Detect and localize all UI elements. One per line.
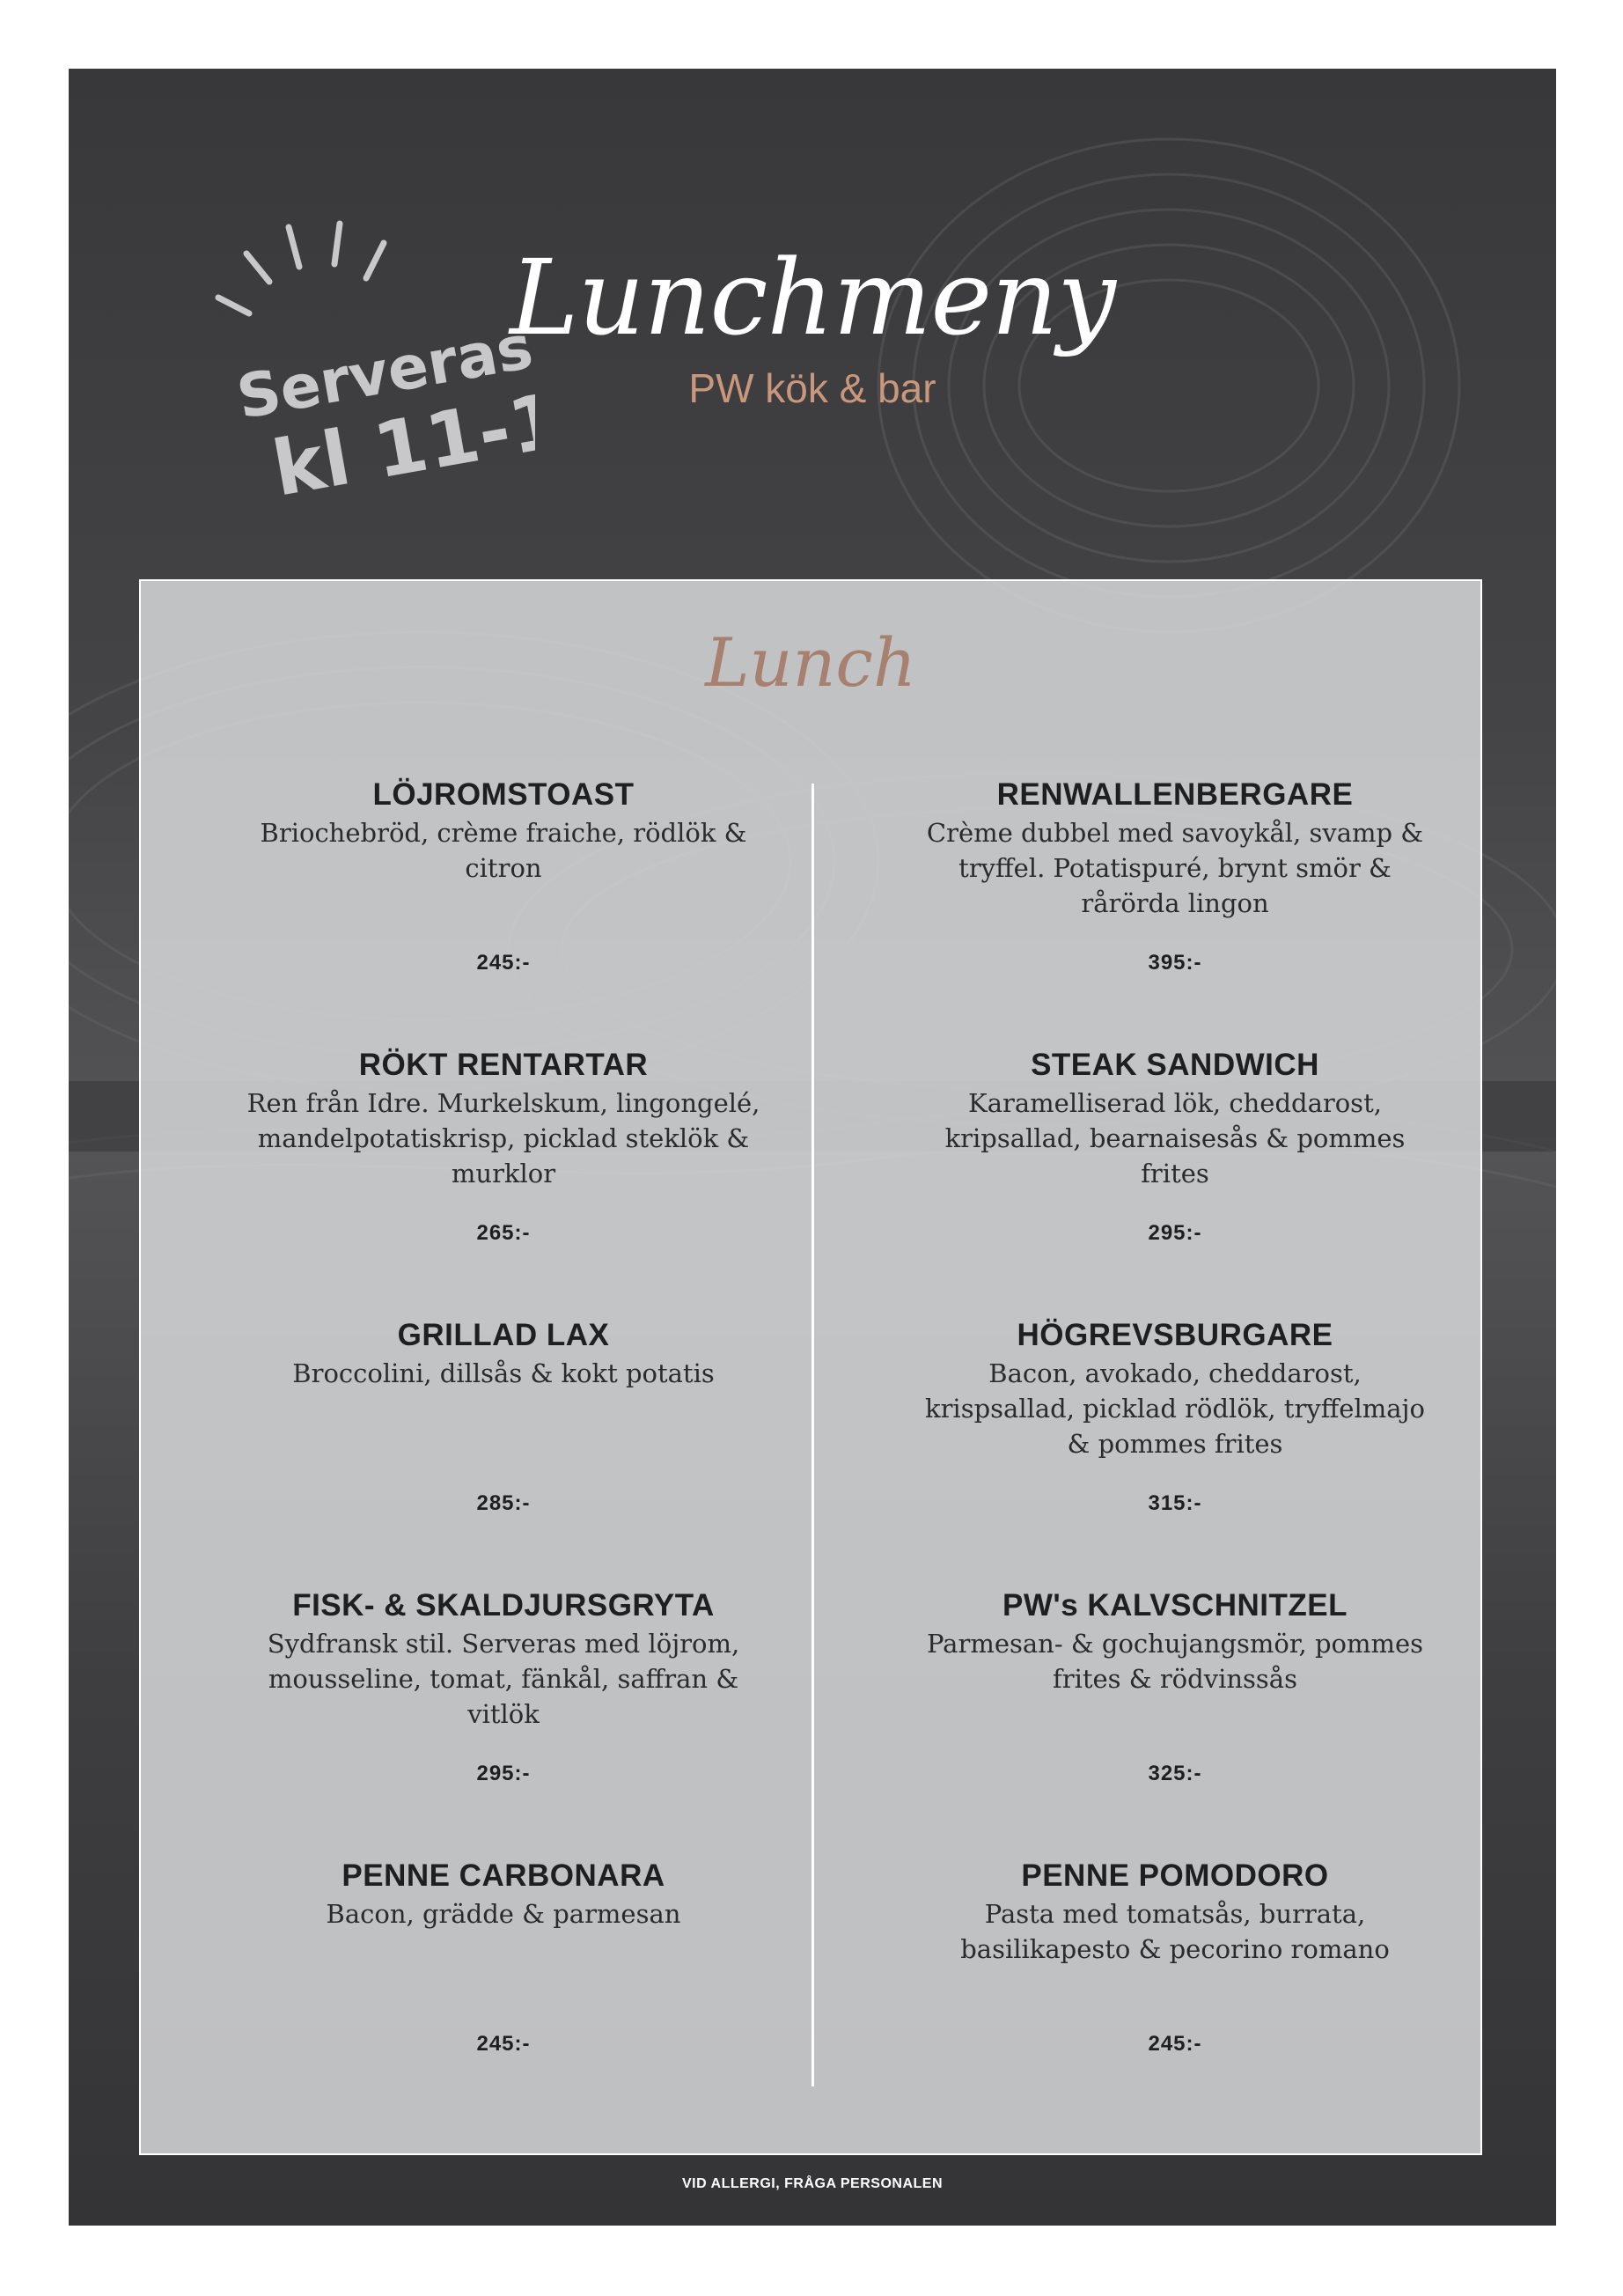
item-price: 245:- xyxy=(476,951,531,975)
item-price: 265:- xyxy=(476,1221,531,1245)
item-description: Bacon, grädde & parmesan xyxy=(326,1899,681,1929)
menu-item xyxy=(195,1047,812,1317)
menu-item xyxy=(867,1858,1483,2128)
menu-item xyxy=(195,1858,812,2128)
menu-panel xyxy=(139,579,1482,2155)
item-description: Briochebröd, crème fraiche, rödlök & citron xyxy=(260,818,747,883)
item-name: PENNE POMODORO xyxy=(1021,1858,1329,1893)
item-description: Sydfransk stil. Serveras med löjrom, mousseline, tomat, fänkål, saffran & vitlök xyxy=(267,1629,740,1729)
item-description: Parmesan- & gochujangsmör, pommes frites & rödvinssås xyxy=(926,1629,1424,1694)
item-name: FISK- & SKALDJURSGRYTA xyxy=(292,1588,715,1623)
item-price: 285:- xyxy=(476,1491,531,1515)
item-description: Broccolini, dillsås & kokt potatis xyxy=(292,1358,715,1388)
item-description: Bacon, avokado, cheddarost, krispsallad, picklad rödlök, tryffelmajo & pommes frites xyxy=(925,1358,1425,1459)
item-price: 395:- xyxy=(1148,951,1202,975)
item-name: PW's KALVSCHNITZEL xyxy=(1002,1588,1348,1623)
item-name: RÖKT RENTARTAR xyxy=(358,1048,649,1082)
menu-item xyxy=(867,1047,1483,1317)
item-name: LÖJROMSTOAST xyxy=(372,777,635,812)
section-title: Lunch xyxy=(705,623,916,702)
item-description: Ren från Idre. Murkelskum, lingongelé, mandelpotatiskrisp, picklad steklök & murklor xyxy=(246,1088,760,1188)
item-description: Pasta med tomatsås, burrata, basilikapesto & pecorino romano xyxy=(960,1899,1390,1964)
menu-poster xyxy=(69,69,1556,2226)
item-description: Karamelliserad lök, cheddarost, kripsallad, bearnaisesås & pommes frites xyxy=(944,1088,1406,1188)
item-price: 295:- xyxy=(1148,1221,1202,1245)
menu-item xyxy=(867,1317,1483,1587)
item-name: HÖGREVSBURGARE xyxy=(1017,1318,1333,1352)
item-description: Crème dubbel med savoykål, svamp & tryffel. Potatispuré, brynt smör & rårörda lingon xyxy=(926,818,1424,918)
menu-column-right xyxy=(867,776,1483,2128)
restaurant-name: PW kök & bar xyxy=(688,365,936,411)
item-name: PENNE CARBONARA xyxy=(341,1858,665,1893)
allergy-notice: VID ALLERGI, FRÅGA PERSONALEN xyxy=(682,2176,943,2191)
stamp-line2: kl 11-17 xyxy=(266,367,535,514)
menu-item xyxy=(867,776,1483,1047)
item-name: GRILLAD LAX xyxy=(397,1318,610,1352)
item-price: 315:- xyxy=(1148,1491,1202,1515)
item-price: 325:- xyxy=(1148,1762,1202,1785)
item-price: 245:- xyxy=(476,2032,531,2056)
stamp-line1: Serveras xyxy=(231,313,535,433)
item-price: 295:- xyxy=(476,1762,531,1785)
page-title: Lunchmeny xyxy=(510,237,1115,358)
item-price: 245:- xyxy=(1148,2032,1202,2056)
menu-column-left xyxy=(195,776,812,2128)
menu-item xyxy=(195,1317,812,1587)
item-name: RENWALLENBERGARE xyxy=(996,777,1354,812)
menu-item xyxy=(195,776,812,1047)
item-name: STEAK SANDWICH xyxy=(1031,1048,1319,1082)
menu-item xyxy=(195,1587,812,1858)
menu-item xyxy=(867,1587,1483,1858)
column-divider xyxy=(812,784,814,2086)
